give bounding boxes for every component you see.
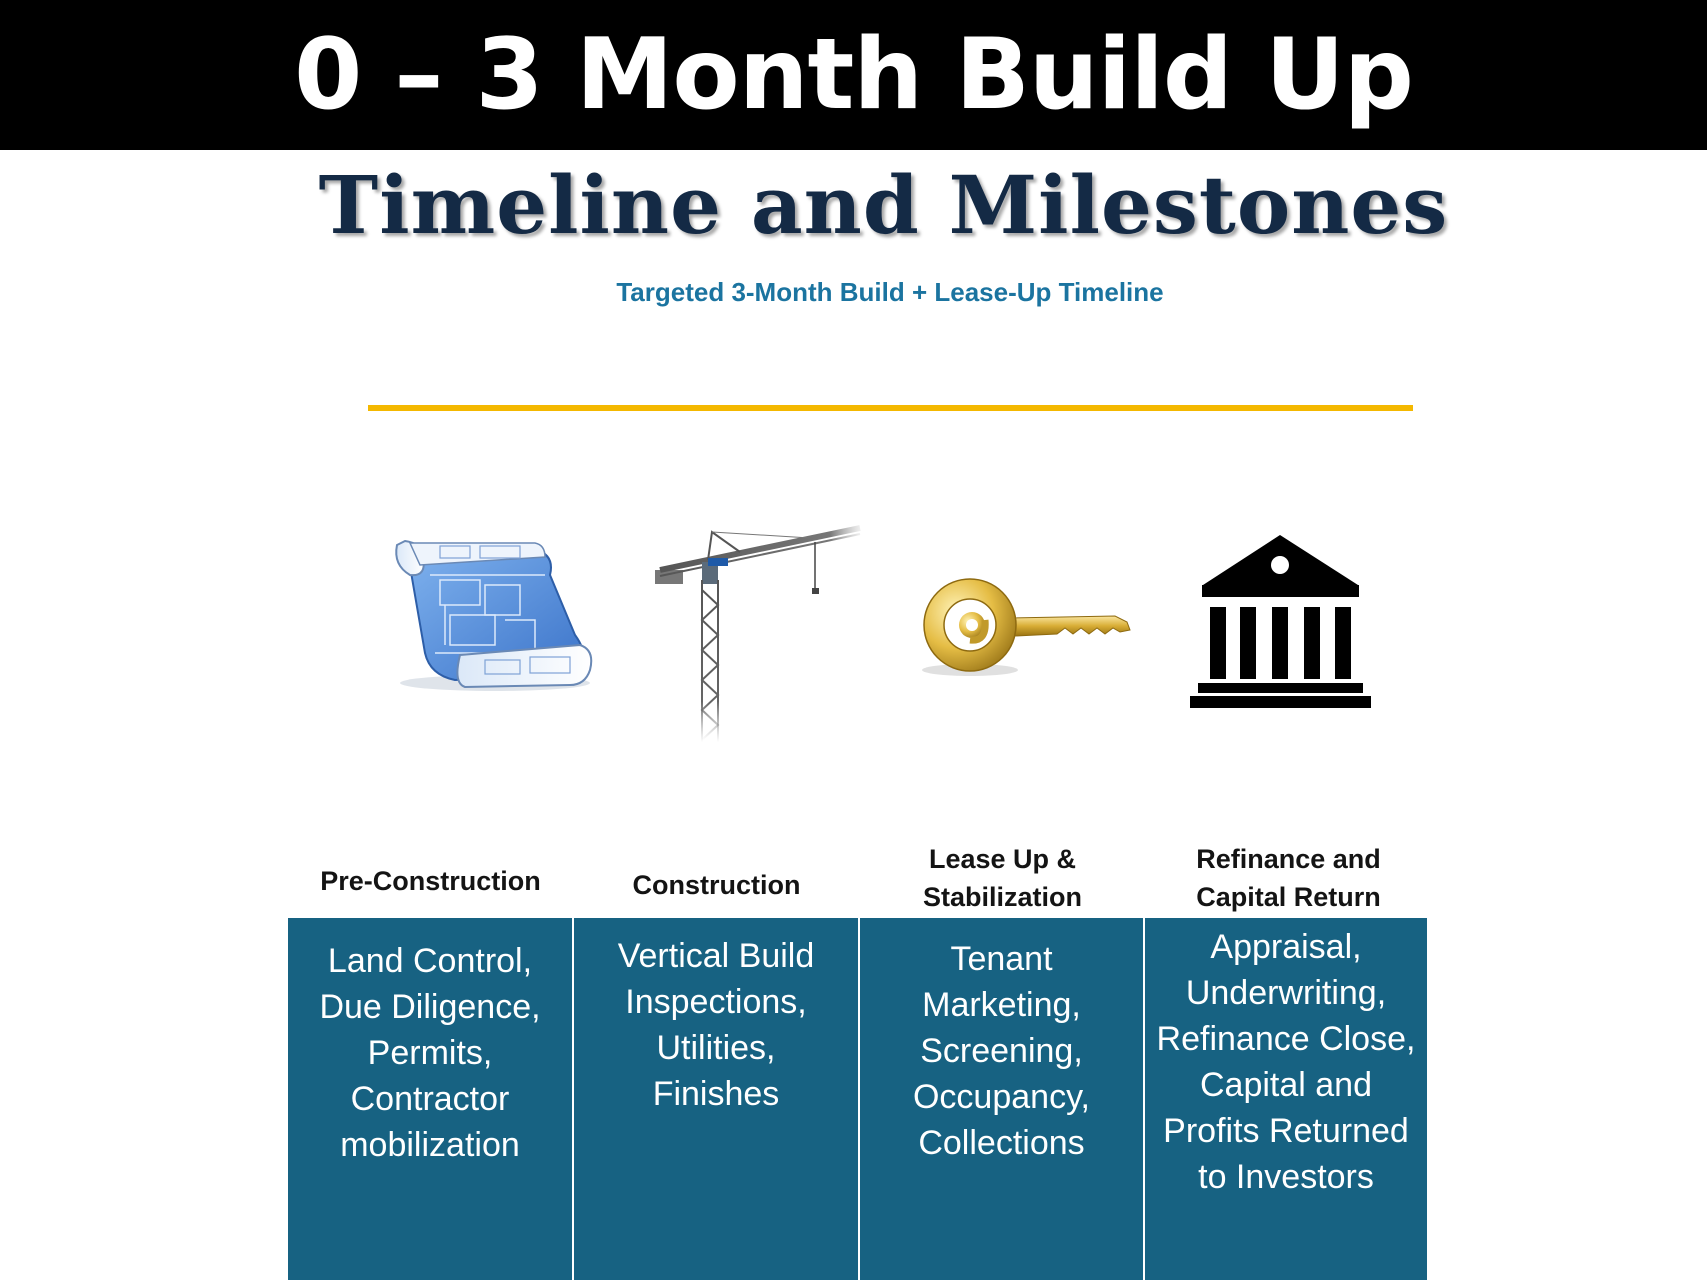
- phase-column-refinance: [1145, 918, 1427, 1280]
- phase-column-construction: [574, 918, 858, 1280]
- bank-icon: [1188, 535, 1373, 710]
- phase-label-refinance: Refinance and Capital Return: [1196, 844, 1381, 912]
- phase-text-lease-up: Tenant Marketing, Screening, Occupancy, Collections: [912, 940, 1090, 1162]
- header-title: 0 – 3 Month Build Up: [294, 18, 1413, 132]
- phase-label-pre-construction: Pre-Construction: [320, 866, 541, 896]
- section-title: Timeline and Milestones: [318, 158, 1449, 252]
- phase-text-construction: Vertical Build Inspections, Utilities, Finishes: [617, 937, 815, 1113]
- phase-text-pre-construction: Land Control, Due Diligence, Permits, Contractor mobilization: [319, 942, 541, 1164]
- header-bar: [0, 0, 1707, 150]
- phase-column-pre-construction: [288, 918, 572, 1280]
- section-tagline: Targeted 3-Month Build + Lease-Up Timeline: [616, 277, 1164, 307]
- key-icon: [915, 570, 1145, 680]
- phase-text-refinance: Appraisal, Underwriting, Refinance Close, Capital and Profits Returned to Investors: [1156, 928, 1416, 1196]
- phase-label-lease-up: Lease Up & Stabilization: [922, 844, 1082, 912]
- blueprint-icon: [385, 535, 600, 695]
- phase-column-lease-up: [860, 918, 1143, 1280]
- crane-icon: [650, 520, 870, 745]
- phase-label-construction: Construction: [632, 870, 801, 900]
- gold-divider: [368, 405, 1413, 411]
